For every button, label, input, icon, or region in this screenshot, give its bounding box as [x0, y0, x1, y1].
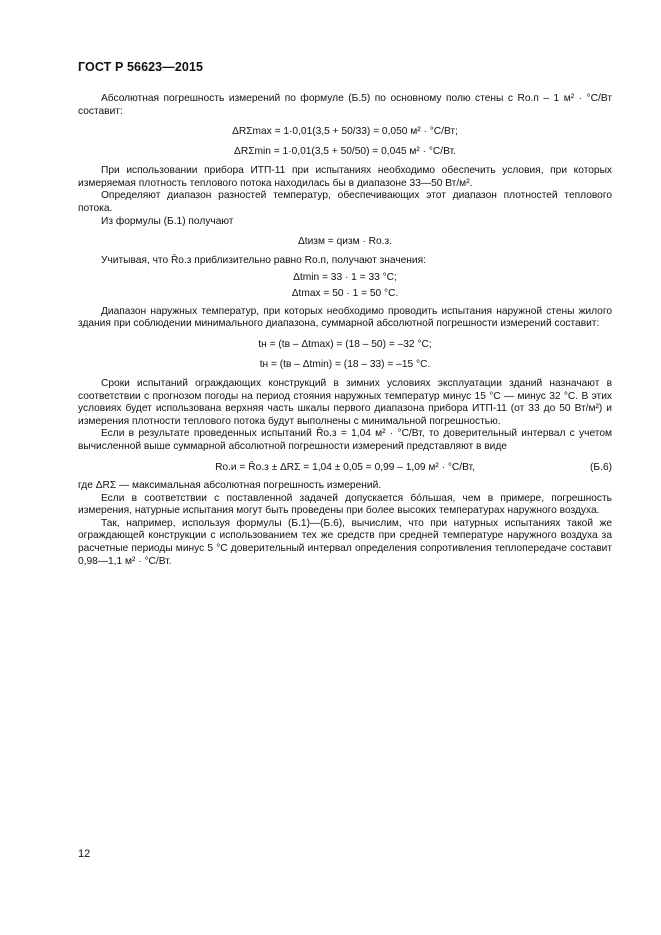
formula-delta-t-min: Δtmin = 33 · 1 = 33 °С; [293, 271, 397, 283]
paragraph: При использовании прибора ИТП-11 при испытаниях необходимо обеспечить условия, при которых измеряемая плотность теплового потока находилась бы в диапазоне 33—50 Вт/м². [78, 165, 612, 189]
paragraph: Из формулы (Б.1) получают [101, 215, 234, 227]
document-body [78, 93, 612, 568]
paragraph: Сроки испытаний ограждающих конструкций в зимних условиях эксплуатации зданий назначают в соответствии с прогнозом погоды на период стояния наружных температур минус 15 °С — минус 32 °С. В этих условиях будет использована верхняя часть шкалы первого диапазона прибора ИТП-11 (от 33 до 50 Вт/м²) и измерения плотности теплового потока будут выполнены с минимальной погрешностью. [78, 377, 612, 427]
page-number: 12 [78, 848, 91, 860]
paragraph: Диапазон наружных температур, при которых необходимо проводить испытания наружной стены жилого здания при соблюдении минимального диапазона, суммарной абсолютной погрешности измерений составит: [78, 305, 612, 330]
formula-t-outdoor-1: tн = (tв – Δtmax) = (18 – 50) = –32 °С; [258, 338, 432, 350]
paragraph: Определяют диапазон разностей температур, обеспечивающих этот диапазон плотностей теплового потока. [78, 190, 612, 214]
paragraph: где ΔRΣ — максимальная абсолютная погрешность измерений. [78, 480, 382, 492]
formula-number: (Б.6) [590, 461, 612, 473]
paragraph: Если в результате проведенных испытаний R̄о.з = 1,04 м² · °С/Вт, то доверительный интервал с учетом вычисленной выше суммарной абсолютной погрешности измерений представляют в виде [78, 428, 612, 452]
paragraph: Учитывая, что R̄о.з приблизительно равно Rо.п, получают значения: [101, 255, 426, 267]
formula-delta-t: Δtизм = qизм · Rо.з. [297, 236, 393, 248]
formula-delta-r-min: ΔRΣmin = 1·0,01(3,5 + 50/50) = 0,045 м² · °С/Вт. [234, 146, 456, 158]
formula-b6-body: Rо.и = R̄о.з ± ΔRΣ = 1,04 ± 0,05 = 0,99 – 1,09 м² · °С/Вт, [215, 461, 475, 473]
document-header: ГОСТ Р 56623—2015 [78, 60, 204, 74]
formula-delta-r-max: ΔRΣmax = 1·0,01(3,5 + 50/33) = 0,050 м² · °С/Вт; [232, 126, 458, 138]
formula-b6 [78, 462, 612, 475]
paragraph: Так, например, используя формулы (Б.1)—(Б.6), вычислим, что при натурных испытаниях такой же ограждающей конструкции с использованием тех же средств при средней температуре наружного воздуха за расчетные периоды минус 5 °С доверительный интервал определения сопротивления теплопередаче составит 0,98—1,1 м² · °С/Вт. [78, 517, 612, 567]
formula-delta-t-max: Δtmax = 50 · 1 = 50 °С. [291, 287, 399, 299]
formula-t-outdoor-2: tн = (tв – Δtmin) = (18 – 33) = –15 °С. [259, 358, 431, 370]
paragraph: Абсолютная погрешность измерений по формуле (Б.5) по основному полю стены с Rо.п – 1 м² · °С/Вт составит: [78, 93, 612, 117]
paragraph: Если в соответствии с поставленной задачей допускается бо́льшая, чем в примере, погрешность измерения, натурные испытания могут быть проведены при более высоких температурах наружного воздуха. [78, 492, 612, 517]
